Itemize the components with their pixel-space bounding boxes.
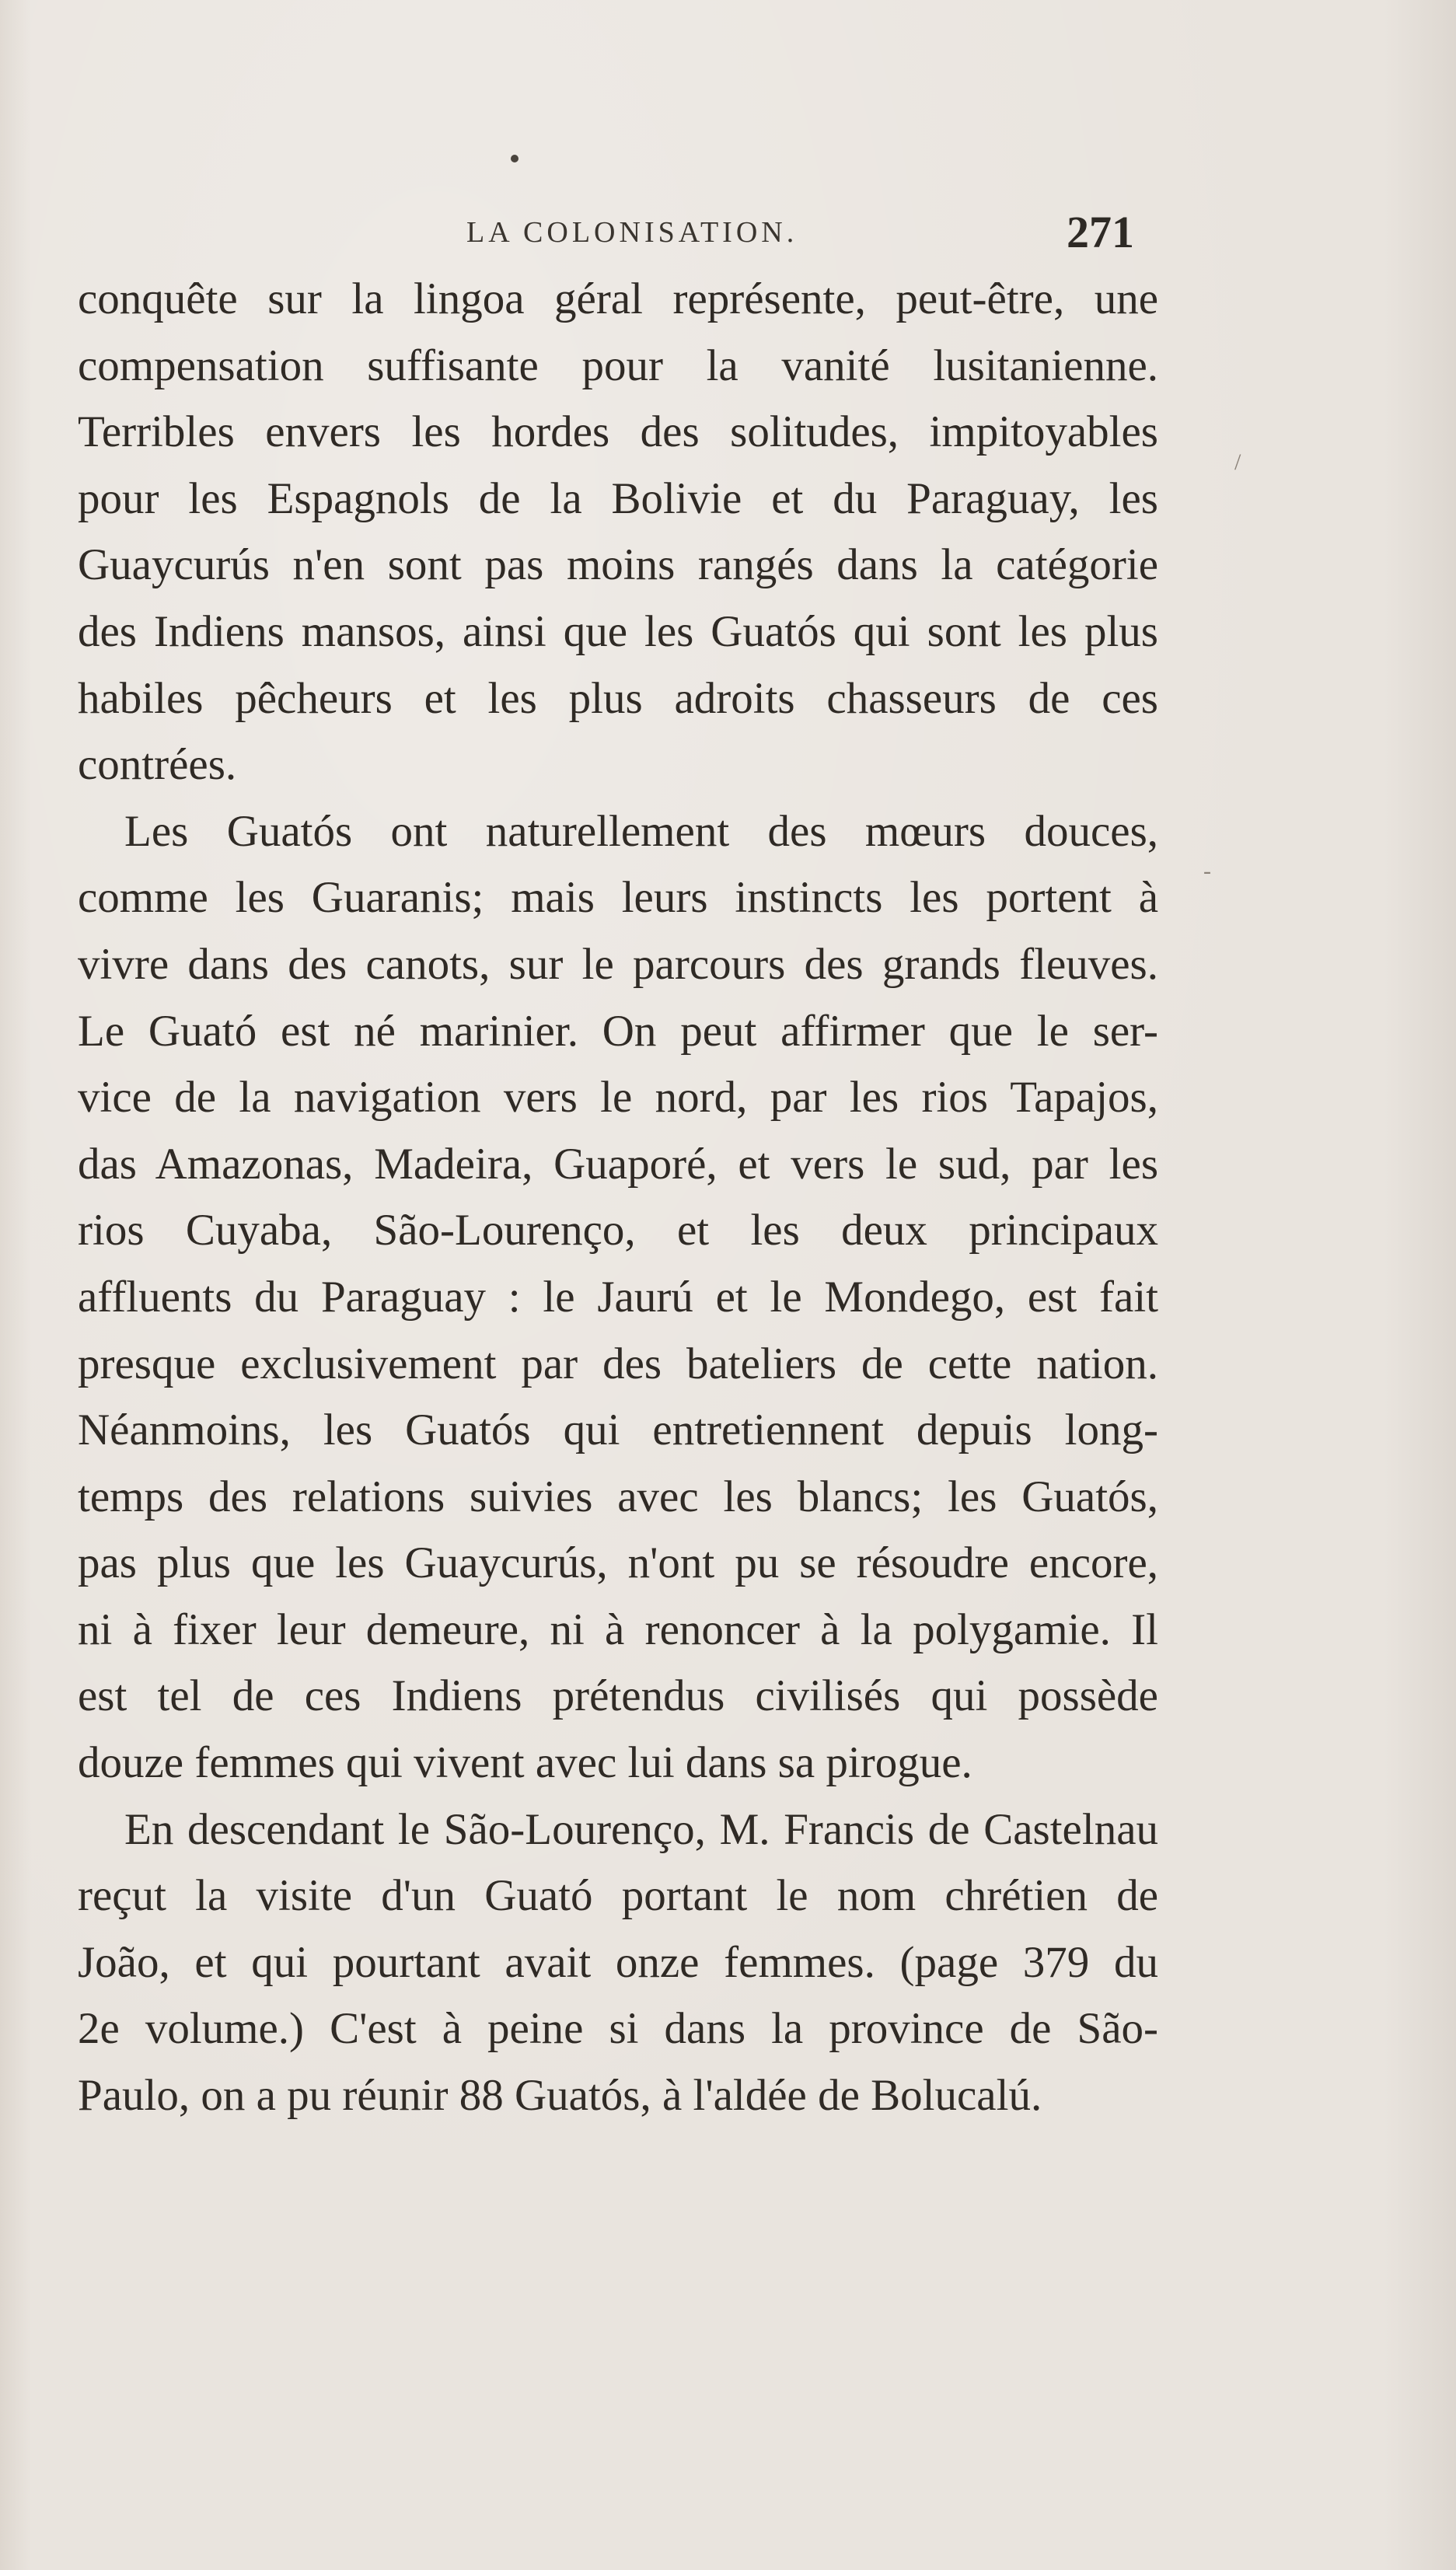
text-line: Les Guatós ont naturellement des mœurs douces, [124, 806, 1158, 856]
page-header [0, 206, 1456, 268]
text-line: affluents du Paraguay : le Jaurú et le Mondego, est fait [78, 1272, 1158, 1322]
text-line: presque exclusivement par des bateliers de cette nation. [78, 1339, 1158, 1388]
text-line: Paulo, on a pu réunir 88 Guatós, à l'aldée de Bolucalú. [78, 2071, 1042, 2121]
text-line: En descendant le São-Lourenço, M. Francis de Castelnau [124, 1804, 1158, 1854]
text-line: ni à fixer leur demeure, ni à renoncer à la polygamie. Il [78, 1605, 1158, 1654]
text-line: temps des relations suivies avec les blancs; les Guatós, [78, 1472, 1158, 1521]
text-line: vivre dans des canots, sur le parcours des grands fleuves. [78, 939, 1158, 989]
text-line: Guaycurús n'en sont pas moins rangés dans la catégorie [78, 540, 1158, 590]
text-line: 2e volume.) C'est à peine si dans la province de São- [78, 2004, 1158, 2054]
text-line: est tel de ces Indiens prétendus civilisés qui possède [78, 1671, 1158, 1721]
text-line: conquête sur la lingoa géral représente, peut-être, une [78, 274, 1158, 323]
text-line: Le Guató est né marinier. On peut affirmer que le ser- [78, 1006, 1158, 1056]
text-line: reçut la visite d'un Guató portant le nom chrétien de [78, 1871, 1158, 1921]
text-line: douze femmes qui vivent avec lui dans sa pirogue. [78, 1738, 972, 1788]
text-line: vice de la navigation vers le nord, par les rios Tapajos, [78, 1073, 1158, 1123]
text-line: comme les Guaranis; mais leurs instincts les portent à [78, 873, 1158, 923]
text-line: Terribles envers les hordes des solitudes, impitoyables [78, 407, 1158, 457]
margin-mark: / [1234, 449, 1241, 475]
text-line: des Indiens mansos, ainsi que les Guatós qui sont les plus [78, 606, 1158, 656]
text-line: das Amazonas, Madeira, Guaporé, et vers le sud, par les [78, 1139, 1158, 1189]
text-line: compensation suffisante pour la vanité lusitanienne. [78, 340, 1158, 390]
text-line: João, et qui pourtant avait onze femmes. (page 379 du [78, 1937, 1158, 1987]
text-line: contrées. [78, 740, 237, 790]
running-title: LA COLONISATION. [466, 216, 798, 249]
margin-mark: - [1203, 858, 1211, 884]
page-number: 271 [1067, 207, 1134, 257]
text-line: Néanmoins, les Guatós qui entretiennent depuis long- [78, 1405, 1158, 1455]
ink-dot [511, 155, 519, 162]
text-line: pas plus que les Guaycurús, n'ont pu se résoudre encore, [78, 1538, 1158, 1588]
body-text [78, 266, 1158, 2129]
text-line: habiles pêcheurs et les plus adroits chasseurs de ces [78, 673, 1158, 723]
text-line: rios Cuyaba, São-Lourenço, et les deux principaux [78, 1206, 1158, 1255]
text-line: pour les Espagnols de la Bolivie et du Paraguay, les [78, 473, 1158, 523]
